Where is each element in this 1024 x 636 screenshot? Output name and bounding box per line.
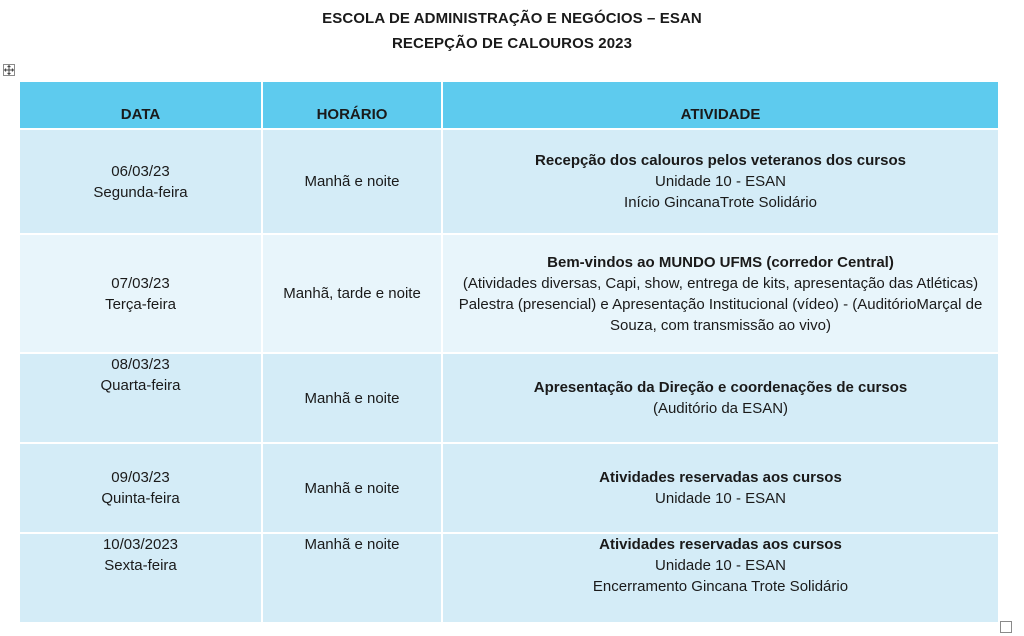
activity-cell: [442, 533, 999, 623]
date-cell: [19, 129, 262, 234]
table-row: [19, 234, 999, 353]
date-value: 07/03/23: [111, 274, 170, 292]
activity-title: Atividades reservadas aos cursos: [599, 469, 842, 486]
activity-detail: (Atividades diversas, Capi, show, entrega de kits, apresentação das Atléticas): [462, 274, 979, 292]
table-row: [19, 533, 999, 623]
table-row: [19, 353, 999, 443]
weekday-value: Quarta-feira: [100, 377, 181, 394]
activity-detail: Unidade 10 - ESAN: [655, 490, 786, 507]
table-header-row: [19, 81, 999, 129]
activity-detail: (Auditório da ESAN): [652, 400, 789, 417]
weekday-value: Segunda-feira: [93, 183, 188, 201]
table-row: [19, 443, 999, 533]
activity-detail: Encerramento Gincana Trote Solidário: [592, 578, 849, 595]
activity-cell: [442, 234, 999, 353]
activity-cell: [442, 353, 999, 443]
activity-detail: Unidade 10 - ESAN: [655, 173, 786, 190]
date-cell: [19, 353, 262, 443]
activity-cell: [442, 129, 999, 234]
move-arrows-icon[interactable]: [3, 64, 15, 76]
date-cell: [19, 533, 262, 623]
date-value: 08/03/23: [111, 356, 170, 373]
activity-title: Atividades reservadas aos cursos: [599, 536, 842, 553]
time-cell: Manhã e noite: [262, 353, 442, 443]
column-header-time: HORÁRIO: [262, 81, 442, 129]
activity-cell: [442, 443, 999, 533]
time-cell: Manhã e noite: [262, 129, 442, 234]
date-cell: [19, 443, 262, 533]
weekday-value: Sexta-feira: [104, 557, 177, 574]
date-value: 06/03/23: [111, 162, 170, 180]
document-subtitle: RECEPÇÃO DE CALOUROS 2023: [391, 35, 633, 52]
weekday-value: Quinta-feira: [101, 490, 180, 507]
time-cell: Manhã, tarde e noite: [262, 234, 442, 353]
time-cell: Manhã e noite: [262, 443, 442, 533]
date-value: 09/03/23: [111, 469, 170, 486]
resize-square-icon[interactable]: [1000, 621, 1012, 633]
weekday-value: Terça-feira: [105, 295, 176, 313]
table-row: [19, 129, 999, 234]
activity-detail: Início GincanaTrote Solidário: [624, 194, 817, 211]
schedule-table: [18, 80, 1000, 624]
activity-title: Recepção dos calouros pelos veteranos dos cursos: [535, 152, 906, 169]
date-cell: [19, 234, 262, 353]
activity-detail: Palestra (presencial) e Apresentação Institucional (vídeo) - (AuditórioMarçal de Souza, com transmissão ao vivo): [458, 295, 983, 334]
activity-detail: Unidade 10 - ESAN: [655, 557, 786, 574]
document-title: ESCOLA DE ADMINISTRAÇÃO E NEGÓCIOS – ESAN: [322, 10, 702, 27]
activity-title: Apresentação da Direção e coordenações de cursos: [533, 379, 908, 396]
time-cell: Manhã e noite: [262, 533, 442, 623]
column-header-activity: ATIVIDADE: [442, 81, 999, 129]
date-value: 10/03/2023: [102, 536, 179, 553]
activity-title: Bem-vindos ao MUNDO UFMS (corredor Central): [547, 253, 894, 271]
column-header-date: DATA: [19, 81, 262, 129]
